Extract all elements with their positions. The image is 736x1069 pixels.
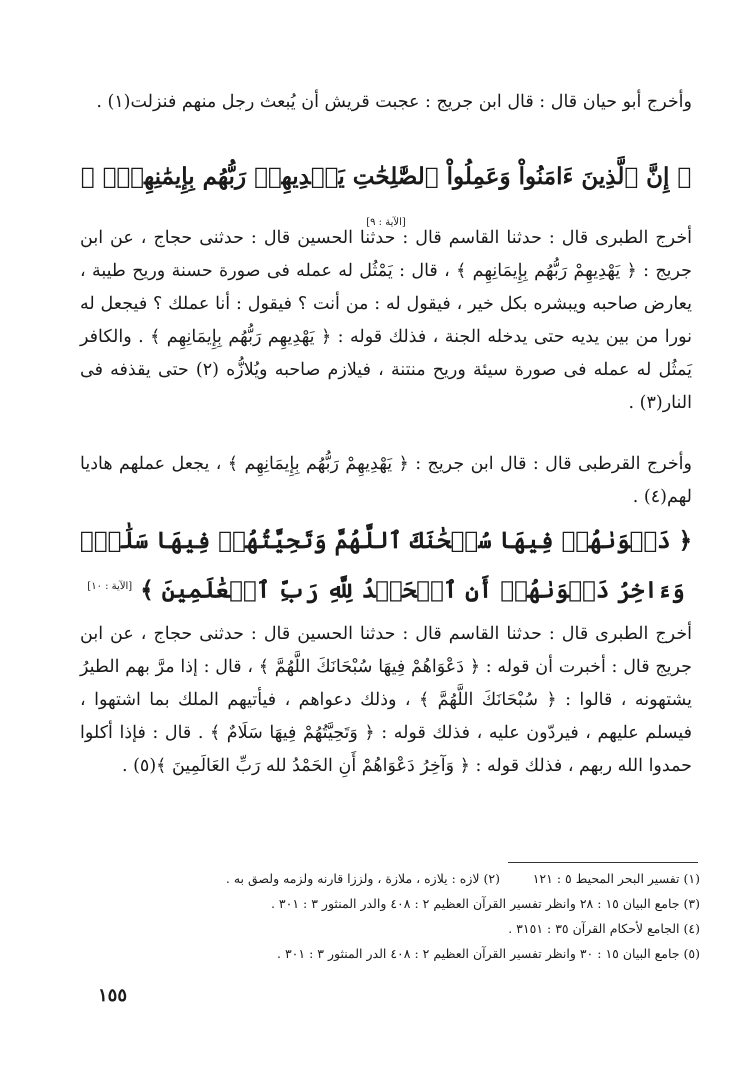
quran-verse-10 <box>70 518 702 614</box>
footnotes <box>80 866 700 966</box>
footnote-3: (٣) جامع البيان ١٥ : ٢٨ وانظر تفسير القرآن العظيم ٢ : ٤٠٨ والدر المنثور ٣ : ٣٠١ . <box>270 896 700 911</box>
paragraph-qurtubi <box>80 448 692 514</box>
verse-text: ﴿ إِنَّ ٱلَّذِينَ ءَامَنُواْ وَعَمِلُواْ ٱلصَّٰلِحَٰتِ يَهۡدِيهِمۡ رَبُّهُم بِإِيمَٰنِهِمۡۖ ﴾ <box>80 163 692 190</box>
paragraph-text: وأخرج القرطبى قال : قال ابن جريج : ﴿ يَهْدِيهِمْ رَبُّهُم بِإِيمَانِهِم ﴾ ، يجعل عملهم هاديا لهم(٤) . <box>80 454 692 507</box>
footnote-1: (١) تفسير البحر المحيط ٥ : ١٢١ <box>532 871 700 886</box>
paragraph-text: أخرج الطبرى قال : حدثنا القاسم قال : حدثنا الحسين قال : حدثنى حجاج ، عن ابن جريج قال : أخبرت أن قوله : ﴿ دَعْوَاهُمْ فِيهَا سُبْحَانَكَ اللَّهُمَّ ﴾ ، قال : إذا مرَّ بهم الطيرُ يشتهونه ، قالوا : ﴿ سُبْحَانَكَ اللَّهُمَّ ﴾ ، وذلك دعواهم ، فيأتيهم الملك بما اشتهوا ، فيسلم عليهم ، فيردّون عليه ، فذلك قوله : ﴿ وَتَحِيَّتُهُمْ فِيهَا سَلَامٌ ﴾ . قال : فإذا أكلوا حمدوا الله ربهم ، فذلك قوله : ﴿ وَآخِرُ دَعْوَاهُمْ أَنِ الحَمْدُ لله رَبِّ العَالَمِينَ ﴾(٥) . <box>80 624 692 776</box>
footnote-divider <box>508 862 698 863</box>
paragraph-tabari-1 <box>80 222 692 420</box>
verse-reference: [الآية : ٩] <box>366 217 406 228</box>
paragraph-text: وأخرج أبو حيان قال : قال ابن جريج : عجبت قريش أن يُبعث رجل منهم فنزلت(١) . <box>96 92 692 112</box>
footnote-5: (٥) جامع البيان ١٥ : ٣٠ وانظر تفسير القرآن العظيم ٢ : ٤٠٨ الدر المنثور ٣ : ٣٠١ . <box>276 946 700 961</box>
footnote-4: (٤) الجامع لأحكام القرآن ٣٥ : ٣١٥١ . <box>508 921 700 936</box>
paragraph-abu-hayyan <box>80 86 692 119</box>
paragraph-tabari-2 <box>80 618 692 783</box>
verse-text: ﴿ دَعۡوَىٰهُمۡ فِيهَا سُبۡحَٰنَكَ ٱللَّهُمَّ وَتَحِيَّتُهُمۡ فِيهَا سَلَٰمٞۚ وَءَاخِرُ دَعۡوَىٰهُمۡ أَنِ ٱلۡحَمۡدُ لِلَّهِ رَبِّ ٱلۡعَٰلَمِينَ ﴾ <box>79 527 693 604</box>
footnote-2: (٢) لازه : يلازه ، ملازة ، ولززا قارنه ولزمه ولصق به . <box>225 871 500 886</box>
paragraph-text: أخرج الطبرى قال : حدثنا القاسم قال : حدثنا الحسين قال : حدثنى حجاج ، عن ابن جريج : ﴿ يَهْدِيهِمْ رَبُّهُم بِإِيمَانِهِم ﴾ ، قال : يَمْثُل له عمله فى صورة حسنة وريح طيبة ، يعارض صاحبه ويبشره بكل خير ، فيقول له : من أنت ؟ فيقول : أنا عملك ؟ فيجعل له نورا من بين يديه حتى يدخله الجنة ، فذلك قوله : ﴿ يَهْدِيهِم رَبُّهُم بِإِيمَانِهِم ﴾ . والكافر يَمثُل له عمله فى صورة سيئة وريح منتنة ، فيلازم صاحبه ويُلازُّه (٢) حتى يقذفه فى النار(٣) . <box>80 228 693 413</box>
footnote-row <box>80 866 700 891</box>
page-number: ١٥٥ <box>98 985 128 1006</box>
verse-reference: [الآية : ١٠] <box>87 581 133 592</box>
